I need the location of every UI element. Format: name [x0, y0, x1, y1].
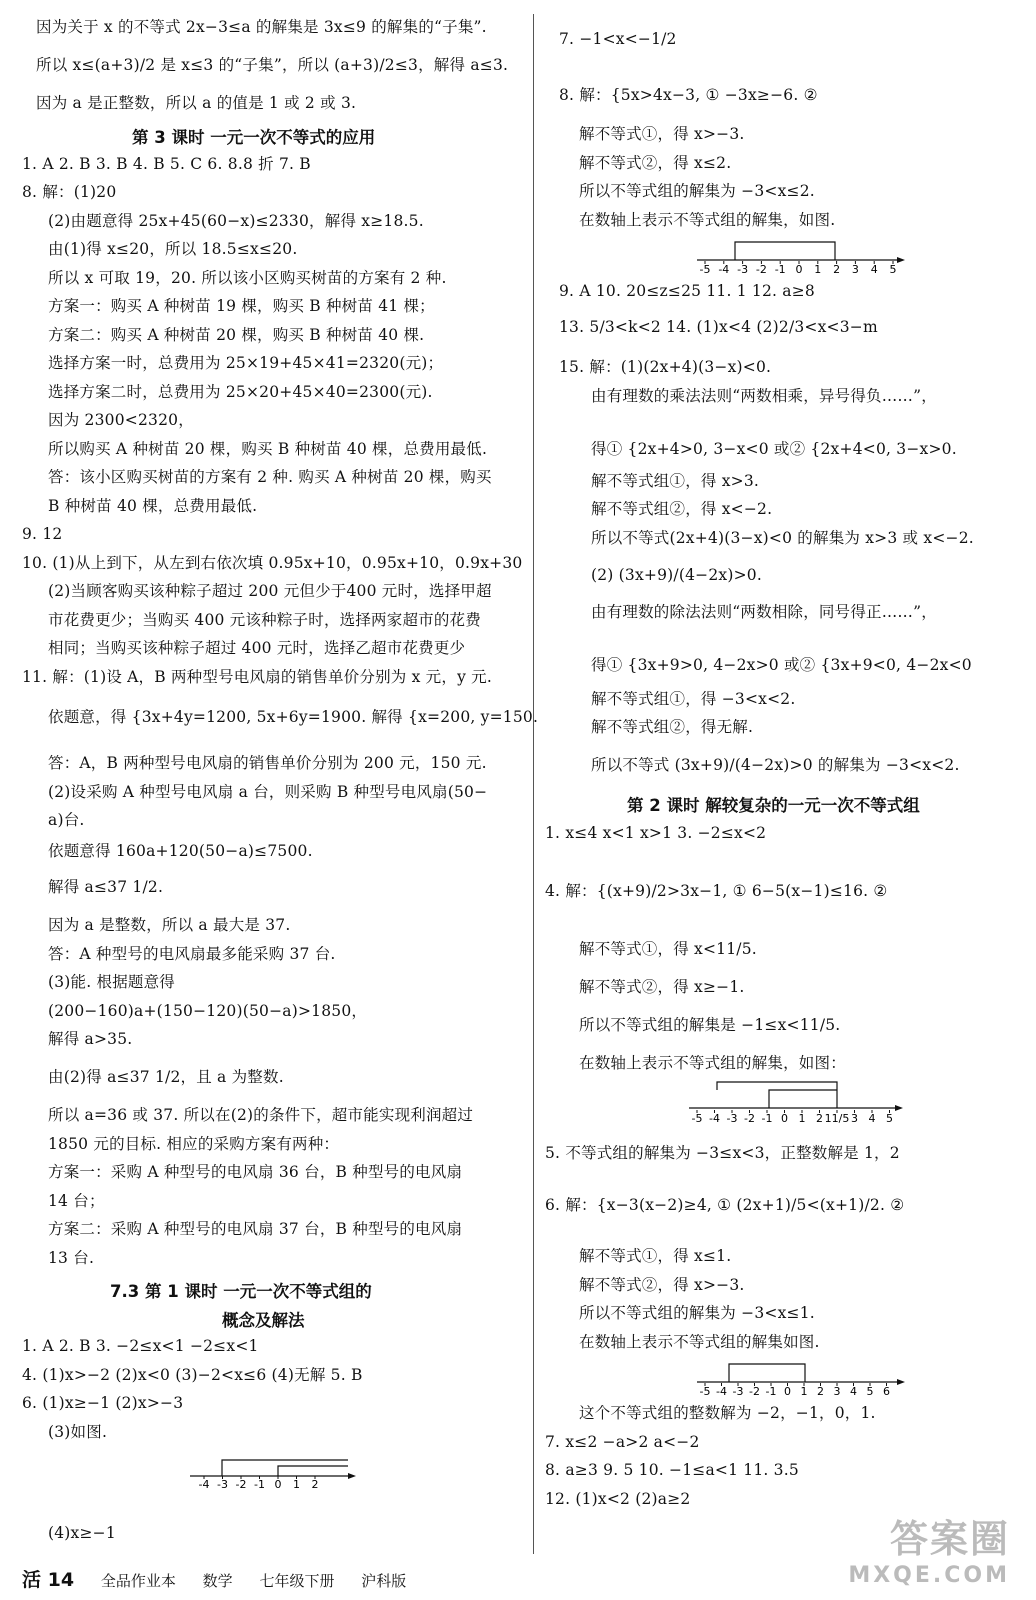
number-line-label: 3 [851, 263, 859, 276]
text-line: 因为 a 是整数，所以 a 最大是 37. [48, 916, 291, 934]
number-line-label: -1 [254, 1478, 265, 1490]
text-line: 所以购买 A 种树苗 20 棵，购买 B 种树苗 40 棵，总费用最低. [48, 440, 488, 458]
section-heading: 第 3 课时 一元一次不等式的应用 [132, 128, 376, 147]
text-line: 10. (1)从上到下，从左到右依次填 0.95x+10，0.95x+10，0.9x+30 [22, 554, 523, 572]
text-line: 因为关于 x 的不等式 2x−3≤a 的解集是 3x≤9 的解集的“子集”. [36, 18, 487, 36]
number-line-label: -2 [744, 1112, 755, 1125]
number-line-label: 2 [833, 263, 841, 276]
text-line: 选择方案二时，总费用为 25×20+45×40=2300(元). [48, 383, 433, 401]
number-line-label: 5 [886, 1112, 893, 1125]
text-line: 9. 12 [22, 525, 63, 543]
text-line: 解不等式组②，得无解. [591, 718, 754, 736]
text-line: 7. x≤2 −a>2 a<−2 [545, 1433, 700, 1451]
text-line: 所以不等式 (3x+9)/(4−2x)>0 的解集为 −3<x<2. [591, 756, 960, 774]
number-line-label: 0 [781, 1112, 788, 1125]
watermark [848, 1508, 1010, 1588]
number-line-label: 4 [868, 1112, 876, 1125]
number-line-label: -4 [718, 263, 730, 276]
text-line: 6. (1)x≥−1 (2)x>−3 [22, 1394, 184, 1412]
number-line-label: -4 [198, 1478, 210, 1490]
number-line-label: -1 [761, 1112, 773, 1125]
text-line: 解不等式②，得 x>−3. [579, 1276, 745, 1294]
text-line: 方案一：购买 A 种树苗 19 棵，购买 B 种树苗 41 棵； [48, 297, 435, 315]
text-line: 市花费更少；当购买 400 元该种粽子时，选择两家超市的花费 [48, 611, 481, 629]
edition: 沪科版 [361, 1572, 407, 1590]
number-line-arrow [348, 1473, 356, 1479]
text-line: 所以不等式组的解集为 −3<x≤1. [579, 1304, 815, 1322]
number-line-label: 3 [851, 1112, 858, 1125]
text-line: 由(2)得 a≤37 1/2，且 a 为整数. [48, 1068, 284, 1086]
text-line: a)台. [48, 811, 85, 829]
text-line: 答：A，B 两种型号电风扇的销售单价分别为 200 元，150 元. [48, 754, 487, 772]
number-line-label: 1 [293, 1478, 300, 1490]
number-line-arrow [895, 1105, 903, 1111]
text-line: 12. (1)x<2 (2)a≥2 [545, 1490, 691, 1508]
number-line-label: -3 [737, 263, 749, 276]
text-line: 方案二：采购 A 种型号的电风扇 37 台，B 种型号的电风扇 [48, 1220, 463, 1238]
watermark-logo: 答案圈 [889, 1517, 1010, 1561]
text-line: 所以 a=36 或 37. 所以在(2)的条件下，超市能实现利润超过 [48, 1106, 474, 1124]
number-line-label: 1 [814, 263, 822, 276]
watermark-url: MXQE.COM [848, 1563, 1010, 1588]
text-line: 所以不等式组的解集为 −3<x≤2. [579, 182, 815, 200]
number-line-label: -5 [699, 263, 711, 276]
number-line-label: -2 [755, 263, 767, 276]
page-number: 活 14 [22, 1569, 75, 1591]
text-line: 解不等式②，得 x≥−1. [579, 978, 745, 996]
page-footer [22, 1565, 428, 1592]
text-line: 依题意，得 {3x+4y=1200, 5x+6y=1900. 解得 {x=200, y=150. [48, 708, 539, 726]
number-line-label: -1 [765, 1385, 777, 1398]
text-line: 因为 a 是正整数，所以 a 的值是 1 或 2 或 3. [36, 94, 357, 112]
text-line: 8. 解：{5x>4x−3, ① −3x≥−6. ② [559, 86, 818, 104]
text-line: 由(1)得 x≤20，所以 18.5≤x≤20. [48, 240, 298, 258]
solution-bracket [769, 1090, 837, 1108]
text-line: 5. 不等式组的解集为 −3≤x<3，正整数解是 1，2 [545, 1144, 900, 1162]
subject: 数学 [202, 1572, 233, 1590]
text-line: 在数轴上表示不等式组的解集如图. [579, 1333, 820, 1351]
text-line: 解得 a>35. [48, 1030, 133, 1048]
text-line: 解不等式组①，得 −3<x<2. [591, 690, 796, 708]
text-line: 所以 x≤(a+3)/2 是 x≤3 的“子集”，所以 (a+3)/2≤3，解得 a≤3. [36, 56, 509, 74]
text-line: 选择方案一时，总费用为 25×19+45×41=2320(元)； [48, 354, 444, 372]
text-line: 由有理数的乘法法则“两数相乘，异号得负……”， [591, 387, 937, 405]
number-line-label: 11/5 [824, 1112, 850, 1125]
number-line-figure [695, 1358, 915, 1398]
number-line-label: 0 [274, 1478, 282, 1490]
number-line-label: 4 [870, 263, 878, 276]
text-line: 8. a≥3 9. 5 10. −1≤a<1 11. 3.5 [545, 1461, 799, 1479]
number-line-label: -2 [749, 1385, 760, 1398]
text-line: 15. 解：(1)(2x+4)(3−x)<0. [559, 358, 772, 376]
number-line-label: 1 [798, 1112, 806, 1125]
text-line: 1. x≤4 x<1 x>1 3. −2≤x<2 [545, 824, 767, 842]
number-line-label: 3 [833, 1385, 841, 1398]
text-line: (2)设采购 A 种型号电风扇 a 台，则采购 B 种型号电风扇(50− [48, 783, 488, 801]
text-line: 由有理数的除法法则“两数相除，同号得正……”， [591, 603, 937, 621]
text-line: 1850 元的目标. 相应的采购方案有两种： [48, 1135, 340, 1153]
number-line-label: -5 [699, 1385, 711, 1398]
text-line: 11. 解：(1)设 A，B 两种型号电风扇的销售单价分别为 x 元，y 元. [22, 668, 492, 686]
number-line-label: 5 [889, 263, 897, 276]
number-line-label: 5 [866, 1385, 874, 1398]
number-line-figure [190, 1456, 360, 1490]
section-heading: 第 2 课时 解较复杂的一元一次不等式组 [627, 796, 920, 815]
text-line: 得① {3x+9>0, 4−2x>0 或② {3x+9<0, 4−2x<0 [591, 656, 972, 674]
text-line: B 种树苗 40 棵，总费用最低. [48, 497, 258, 515]
book-title: 全品作业本 [100, 1572, 176, 1590]
text-line: 答：A 种型号的电风扇最多能采购 37 台. [48, 945, 336, 963]
number-line-label: -3 [726, 1112, 738, 1125]
number-line-label: -3 [217, 1478, 228, 1490]
text-line: (3)能. 根据题意得 [48, 973, 176, 991]
number-line-figure [687, 1078, 917, 1126]
text-line: 所以 x 可取 19，20. 所以该小区购买树苗的方案有 2 种. [48, 269, 447, 287]
text-line: 1. A 2. B 3. −2≤x<1 −2≤x<1 [22, 1337, 259, 1355]
text-line: 在数轴上表示不等式组的解集，如图： [579, 1054, 846, 1072]
grade: 七年级下册 [259, 1572, 335, 1590]
number-line-label: 0 [784, 1385, 791, 1398]
text-line: 解不等式①，得 x>−3. [579, 125, 745, 143]
text-line: (200−160)a+(150−120)(50−a)>1850， [48, 1002, 368, 1020]
text-line: 所以不等式组的解集是 −1≤x<11/5. [579, 1016, 841, 1034]
text-line: 解不等式①，得 x≤1. [579, 1247, 732, 1265]
section-heading: 7.3 第 1 课时 一元一次不等式组的 [110, 1282, 372, 1301]
number-line-label: 6 [883, 1385, 890, 1398]
text-line: 方案二：购买 A 种树苗 20 棵，购买 B 种树苗 40 棵. [48, 326, 425, 344]
text-line: (3)如图. [48, 1423, 108, 1441]
text-line: 解不等式组②，得 x<−2. [591, 500, 773, 518]
number-line-label: 4 [850, 1385, 857, 1398]
text-line: 8. 解：(1)20 [22, 183, 117, 201]
text-line: 这个不等式组的整数解为 −2，−1，0，1. [579, 1404, 876, 1422]
number-line-label: -1 [774, 263, 786, 276]
number-line-label: -2 [235, 1478, 247, 1490]
text-line: 13. 5/3<k<2 14. (1)x<4 (2)2/3<x<3−m [559, 318, 878, 336]
number-line-label: 2 [817, 1385, 824, 1398]
text-line: 解得 a≤37 1/2. [48, 878, 164, 896]
text-line: 9. A 10. 20≤z≤25 11. 1 12. a≥8 [559, 282, 815, 300]
text-line: 4. (1)x>−2 (2)x<0 (3)−2<x≤6 (4)无解 5. B [22, 1366, 363, 1384]
number-line-arrow [897, 1379, 905, 1385]
text-line: 在数轴上表示不等式组的解集，如图. [579, 211, 836, 229]
text-line: (2)由题意得 25x+45(60−x)≤2330，解得 x≥18.5. [48, 212, 424, 230]
text-line: (2)当顾客购买该种粽子超过 200 元但少于400 元时，选择甲超 [48, 582, 492, 600]
text-line: 4. 解：{(x+9)/2>3x−1, ① 6−5(x−1)≤16. ② [545, 882, 888, 900]
text-line: 1. A 2. B 3. B 4. B 5. C 6. 8.8 折 7. B [22, 155, 311, 173]
text-line: 7. −1<x<−1/2 [559, 30, 677, 48]
number-line-figure [695, 236, 915, 276]
solution-bracket [735, 242, 835, 260]
solution-bracket [222, 1460, 348, 1476]
text-line: (4)x≥−1 [48, 1524, 116, 1542]
number-line-label: 2 [311, 1478, 319, 1490]
solution-bracket [717, 1082, 837, 1108]
number-line-label: 1 [800, 1385, 808, 1398]
text-line: 所以不等式(2x+4)(3−x)<0 的解集为 x>3 或 x<−2. [591, 529, 974, 547]
number-line-arrow [897, 257, 905, 263]
number-line-label: 2 [816, 1112, 823, 1125]
text-line: 解不等式②，得 x≤2. [579, 154, 732, 172]
number-line-label: -5 [691, 1112, 703, 1125]
number-line-label: -3 [732, 1385, 744, 1398]
number-line-label: -4 [709, 1112, 720, 1125]
text-line: 答：该小区购买树苗的方案有 2 种. 购买 A 种树苗 20 棵，购买 [48, 468, 492, 486]
text-line: 解不等式组①，得 x>3. [591, 472, 760, 490]
section-heading: 概念及解法 [222, 1311, 305, 1330]
text-line: 解不等式①，得 x<11/5. [579, 940, 757, 958]
text-line: 依题意得 160a+120(50−a)≤7500. [48, 842, 313, 860]
text-line: 方案一：采购 A 种型号的电风扇 36 台，B 种型号的电风扇 [48, 1163, 463, 1181]
text-line: 13 台. [48, 1249, 95, 1267]
text-line: (2) (3x+9)/(4−2x)>0. [591, 566, 762, 584]
text-line: 相同；当购买该种粽子超过 400 元时，选择乙超市花费更少 [48, 639, 466, 657]
text-line: 6. 解：{x−3(x−2)≥4, ① (2x+1)/5<(x+1)/2. ② [545, 1196, 905, 1214]
number-line-label: -4 [716, 1385, 727, 1398]
solution-bracket [729, 1364, 805, 1382]
number-line-label: 0 [795, 263, 803, 276]
text-line: 14 台； [48, 1192, 105, 1210]
column-divider [533, 14, 534, 1554]
text-line: 得① {2x+4>0, 3−x<0 或② {2x+4<0, 3−x>0. [591, 440, 957, 458]
solution-bracket [278, 1466, 348, 1476]
text-line: 因为 2300<2320， [48, 411, 194, 429]
